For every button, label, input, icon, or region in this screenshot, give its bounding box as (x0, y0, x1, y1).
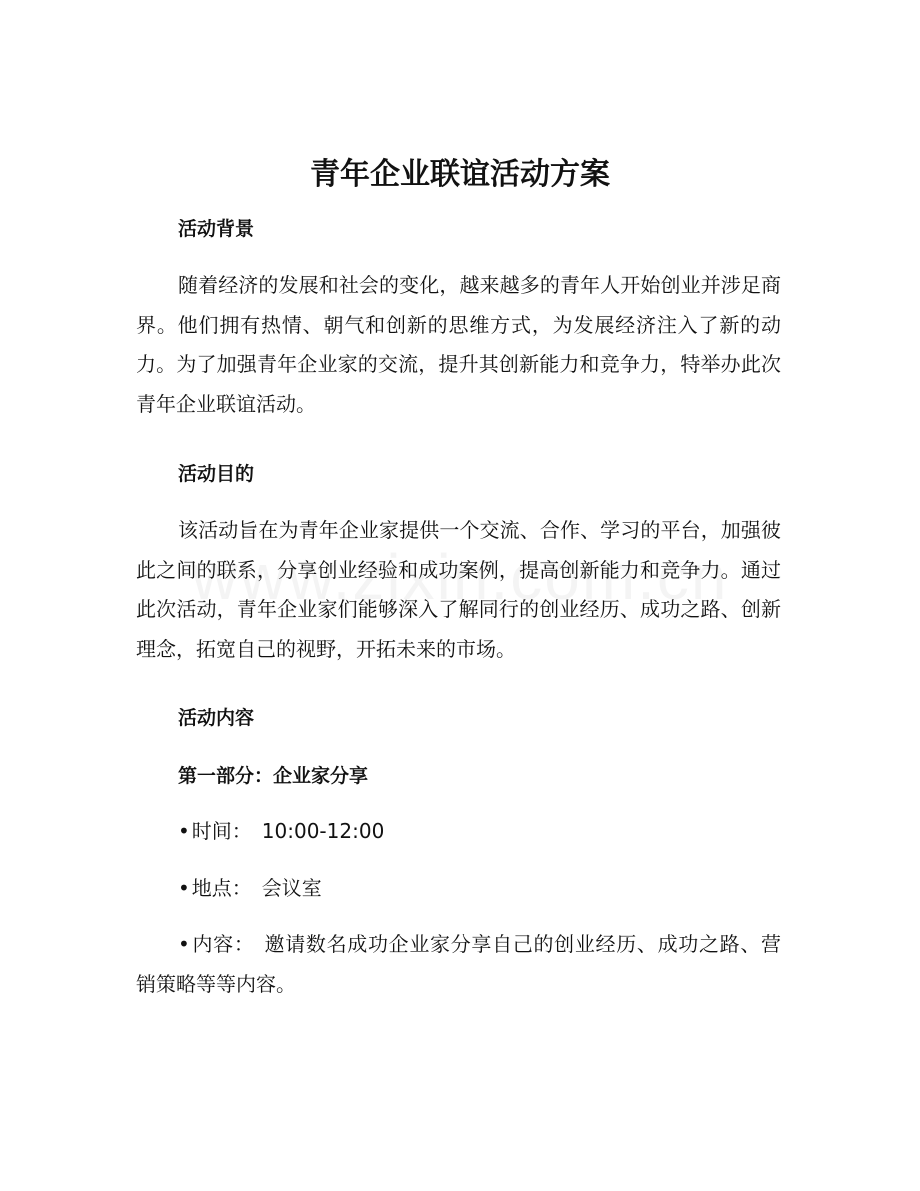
place-value: 会议室 (261, 876, 322, 900)
place-label: 地点： (191, 876, 252, 900)
content-label: 内容： (191, 932, 255, 956)
content-value: 邀请数名成功企业家分享自己的创业经历、成功之路、营销策略等等内容。 (136, 932, 782, 996)
document-title: 青年企业联谊活动方案 (310, 157, 610, 192)
paragraph-background: 随着经济的发展和社会的变化，越来越多的青年人开始创业并涉足商界。他们拥有热情、朝气和创新的思维方式，为发展经济注入了新的动力。为了加强青年企业家的交流，提升其创新能力和竞争力，特举办此次青年企业联谊活动。 (136, 273, 781, 416)
bullet-dot: • (178, 932, 190, 956)
list-item-place (136, 869, 781, 909)
paragraph-purpose: 该活动旨在为青年企业家提供一个交流、合作、学习的平台，加强彼此之间的联系，分享创业经验和成功案例，提高创新能力和竞争力。通过此次活动，青年企业家们能够深入了解同行的创业经历、成功之路、创新理念，拓宽自己的视野，开拓未来的市场。 (136, 518, 781, 661)
list-item-content (136, 925, 781, 1004)
bullet-dot: • (178, 876, 190, 900)
section-heading-background: 活动背景 (178, 218, 255, 240)
section-heading-purpose: 活动目的 (178, 463, 255, 485)
bullet-dot: • (178, 819, 190, 843)
subsection-heading-part1: 第一部分：企业家分享 (178, 765, 369, 787)
time-value: 10:00-12:00 (261, 819, 385, 843)
section-heading-content: 活动内容 (178, 707, 255, 729)
list-item-time (136, 812, 781, 852)
time-label: 时间： (191, 819, 252, 843)
